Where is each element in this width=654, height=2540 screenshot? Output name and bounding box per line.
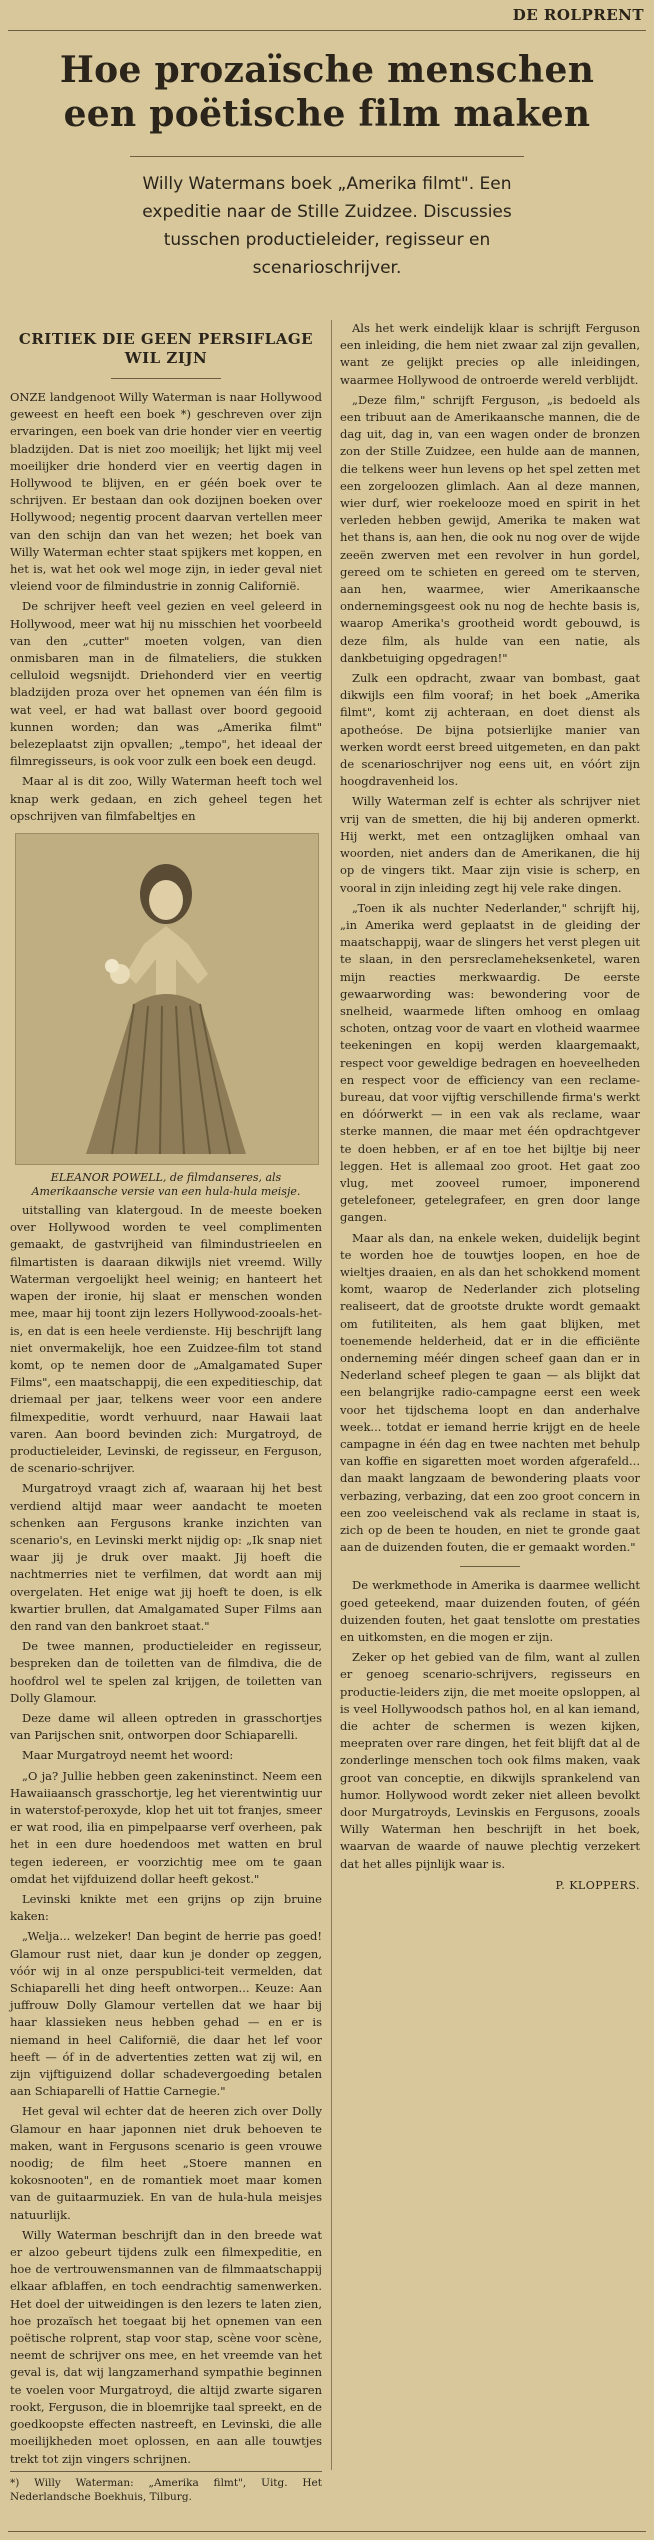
paragraph: Als het werk eindelijk klaar is schrijft Ferguson een inleiding, die hem niet zwaar zal zijn gevallen, want ze gelijkt precies op alle inleidingen, waarmee Hollywood de ontroerde wereld verblijdt. (340, 321, 640, 387)
paragraph: „O ja? Jullie hebben geen zakeninstinct. Neem een Hawaiiaansch grasschortje, leg het vierentwintig uur in waterstof-peroxyde, klop het uit tot franjes, smeer er wat rood, ilia en pimpelpaarse verf overheen, pak het in een dure hoedendoos met watten en brul tegen iedereen, er voorzichtig mee om te gaan omdat het vijfduizend dollar heeft gekost." (10, 1768, 322, 1886)
column-divider (331, 320, 332, 2470)
right-column (340, 320, 640, 1894)
subhead: CRITIEK DIE GEEN PERSIFLAGE WIL ZIJN (18, 330, 314, 367)
footnote: *) Willy Waterman: „Amerika filmt", Uitg. Het Nederlandsche Boekhuis, Tilburg. (10, 2471, 322, 2504)
paragraph: „Deze film," schrijft Ferguson, „is bedoeld als een tribuut aan de Amerikaansche mannen, die de dag uit, dag in, van een wagen onder de bronzen zon der Stille Zuidzee, een hulde aan de mannen, die telkens weer hun levens op het spel zetten met een zorgeloozen glimlach. Aan al deze mannen, wier durf, wier roekelooze moed en spirit in het verleden hebben gewijd, Amerika te maken wat het thans is, aan hen, die ook nu nog over de wijde zeeën zwerven met een revolver in hun gordel, gereed om te schieten en gereed om te sterven, aan hen, waarmee, wier Amerikaansche ondernemingsgeest ook nu nog de hechte basis is, waarop Amerika's grootheid wordt gebouwd, is deze film, als hulde van een natie, als dankbetuiging opgedragen!" (340, 392, 640, 665)
paragraph: De werkmethode in Amerika is daarmee wellicht goed geteekend, maar duizenden fouten, of géén duizenden fouten, het gaat tenslotte om prestaties en uitkomsten, en die mogen er zijn. (340, 1578, 640, 1645)
photo-caption: ELEANOR POWELL, de filmdanseres, als Amerikaansche versie van een hula-hula meisje. (31, 1171, 301, 1199)
paragraph: Levinski knikte met een grijns op zijn bruine kaken: (10, 1892, 322, 1924)
dancer-silhouette-icon (16, 834, 318, 1164)
paragraph: Zeker op het gebied van de film, want al zullen er genoeg scenario-schrijvers, regisseurs en productie-leiders zijn, die met moeite opsloppen, al is veel Hollywoodsch pathos hol, en al kan iemand, die achter de schermen is wezen kijken, meepraten over rare dingen, het feit blijft dat al de zonderlinge menschen toch ook films maken, vaak groot van conceptie, en dikwijls sprankelend van humor. Hollywood wordt zeker niet alleen bevolkt door Murgatroyds, Levinskis en Fergusons, zooals Willy Waterman hen beschrijft in het boek, waarvan de waarde of nauwe plechtig verzekert dat het alles pijnlijk waar is. (340, 1650, 640, 1871)
paragraph: Maar Murgatroyd neemt het woord: (22, 1748, 234, 1763)
paragraph: ONZE landgenoot Willy Waterman is naar Hollywood geweest en heeft een boek *) geschreven over zijn ervaringen, een boek van drie honder vier en veertig bladzijden. Dat is niet zoo moeilijk; het lijkt mij veel moeilijker drie honderd vier en veertig dagen in Hollywood te blijven, en er géén boek over te schrijven. Er bestaan dan ook dozijnen boeken over Hollywood; negentig procent daarvan vertellen meer van den schijn dan van het wezen; het boek van Willy Waterman echter staat spijkers met koppen, en het is, wat het ook wel moge zijn, in ieder geval niet vleiend voor de filmindustrie in zonnig Californië. (10, 390, 322, 594)
author-signature: P. KLOPPERS. (555, 1878, 640, 1892)
top-rule (8, 30, 646, 31)
left-column (10, 330, 322, 2507)
paragraph: De twee mannen, productieleider en regisseur, bespreken dan de toiletten van de filmdiva, die de hoofdrol wel te spelen zal krijgen, de toiletten van Dolly Glamour. (10, 1639, 322, 1705)
paragraph: Willy Waterman beschrijft dan in den breede wat er alzoo gebeurt tijdens zulk een filmexpeditie, en hoe de vertrouwensmannen van de filmmaatschappij elkaar afblaffen, en toch eendrachtig samenwerken. Het doel der uitweidingen is den lezers te laten zien, hoe prozaïsch het toegaat bij het opnemen van een poëtische rolprent, stap voor stap, scène voor scène, neemt de schrijver ons mee, en het vreemde van het geval is, dat wij langzamerhand sympathie beginnen te voelen voor Murgatroyd, die altijd zwarte sigaren rookt, Ferguson, die in bloemrijke taal spreekt, en de goedkoopste effecten nastreeft, en Levinski, die alle moeilijkheden moet oplossen, en aan alle touwtjes trekt tot zijn vingers schrijnen. (10, 2227, 322, 2466)
deck-rule (130, 156, 524, 157)
paragraph: Maar al is dit zoo, Willy Waterman heeft toch wel knap werk gedaan, en zich geheel tegen het opschrijven van filmfabeltjes en (10, 774, 322, 823)
deck: Willy Watermans boek „Amerika filmt". Een expeditie naar de Stille Zuidzee. Discussies tusschen productieleider, regisseur en scenarioschrijver. (142, 174, 512, 278)
subhead-rule (111, 378, 221, 379)
eleanor-powell-photo (15, 833, 319, 1165)
paragraph: uitstalling van klatergoud. In de meeste boeken over Hollywood worden te veel complimenten gemaakt, de gastvrijheid van filmindustrieelen en filmartisten is daaraan dikwijls niet vreemd. Willy Waterman vergoelijkt heel weinig; en hanteert het wapen der ironie, hij slaat er menschen wonden mee, maar hij toont zijn lezers Hollywood-zooals-het-is, en dat is een heele verdienste. Hij beschrijft lang niet onvermakelijk, hoe een Zuidzee-film tot stand komt, op te nemen door de „Amalgamated Super Films", een maatschappij, die een expeditieschip, dat driemaal per jaar, telkens weer voor een andere filmexpeditie, wordt verhuurd, naar Hawaii laat varen. Aan boord bevinden zich: Murgatroyd, de productieleider, Levinski, de regisseur, en Ferguson, de scenario-schrijver. (10, 1203, 322, 1476)
paragraph: Murgatroyd vraagt zich af, waaraan hij het best verdiend altijd maar weer aandacht te moeten schenken aan Fergusons kranke inzichten van scenario's, en Levinski merkt nijdig op: „Ik snap niet waar jij je druk over maakt. Jij hoeft die nachtmerries niet te verfilmen, dat wordt aan mij overgelaten. Het enige wat jij hoeft te doen, is elk kwartier brullen, dat Amalgamated Super Films aan den rand van den bankroet staat." (10, 1481, 322, 1633)
headline: Hoe prozaïsche menschen een poëtische film maken (59, 49, 595, 135)
paragraph: Het geval wil echter dat de heeren zich over Dolly Glamour en haar japonnen niet druk behoeven te maken, want in Fergusons scenario is geen vrouwe noodig; de film heet „Stoere mannen en kokosnooten", en de romantiek moet maar komen van de guitaarmuziek. En van de hula-hula meisjes natuurlijk. (10, 2104, 322, 2222)
separator-rule (460, 1566, 520, 1567)
paragraph: Deze dame wil alleen optreden in grasschortjes van Parijschen snit, ontworpen door Schiaparelli. (10, 1710, 322, 1743)
paragraph: Willy Waterman zelf is echter als schrijver niet vrij van de smetten, die hij bij anderen opmerkt. Hij werkt, met een ontzaglijken omhaal van woorden, niet anders dan de Amerikanen, die hij op de vingers tikt. Maar zijn visie is scherp, en vooral in zijn inleiding zegt hij vele rake dingen. (340, 794, 640, 895)
paragraph: „Toen ik als nuchter Nederlander," schrijft hij, „in Amerika werd geplaatst in de gleiding der maatschappij, waar de slingers het verst plegen uit te slaan, in den persreclameheksenketel, waren mijn reacties merkwaardig. De eerste gewaarwording was: bewondering voor de snelheid, waarmede liften omhoog en omlaag schoten, ontzag voor de vaart en vlotheid waarmee teekeningen en kopij werden klaargemaakt, respect voor geweldige bedragen en hoeveelheden en respect voor de efficiency van een reclame-bureau, dat voor vijftig verschillende firma's werkt en dóórwerkt — in een vak als reclame, waar sterke mannen, die maar met één opdrachtgever te doen hebben, er af en toe het bijltje bij neer leggen. Het is allemaal zoo groot. Het gaat zoo vlug, met zooveel rumoer, imponerend getelefoneer, getelegrafeer, en gren door lange gangen. (340, 900, 640, 1225)
section-label: DE ROLPRENT (512, 6, 644, 24)
paragraph: „Welja... welzeker! Dan begint de herrie pas goed! Glamour rust niet, daar kun je donder op zeggen, vóór wij in al onze perspublici-teit vermelden, dat Schiaparelli het ding heeft ontworpen... Keuze: Aan juffrouw Dolly Glamour vertellen dat we haar bij haar klassieken neus hebben gehad — en er is niemand in heel Californië, die daar het lef voor heeft — óf in de advertenties zetten wat zij wil, en zijn vijftiguizend dollar schadevergoeding betalen aan Schiaparelli of Hattie Carnegie." (10, 1929, 322, 2099)
paragraph: Zulk een opdracht, zwaar van bombast, gaat dikwijls een film vooraf; in het boek „Amerika filmt", komt zij achteraan, en doet dienst als apotheóse. De bijna potsierlijke manier van werken wordt eerst breed uitgemeten, en dan pakt de scenarioschrijver nog eens uit, en vóórt zijn hoogdravenheid los. (340, 671, 640, 789)
paragraph: De schrijver heeft veel gezien en veel geleerd in Hollywood, meer wat hij nu misschien het voorbeeld van den „cutter" moeten volgen, van dien onmisbaren man in de filmateliers, die stukken celluloid wegsnijdt. Driehonderd vier en veertig bladzijden proza over het opnemen van één film is wat veel, er had wat ballast over boord gegooid kunnen worden; dan was „Amerika filmt" belezeplaatst zijn opvallen; „tempo", het ideaal der filmregisseurs, is ook voor zulk een boek een deugd. (10, 599, 322, 769)
paragraph: Maar als dan, na enkele weken, duidelijk begint te worden hoe de touwtjes loopen, en hoe de wieltjes draaien, en als dan het schokkend moment komt, waarop de Nederlander zich plotseling realiseert, dat de grootste drukte wordt gemaakt om futiliteiten, als hem gaat blijken, met toenemende helderheid, dat er in die efficiënte onderneming méér dingen scheef gaan dan er in Nederland scheef plegen te gaan — als blijkt dat een belangrijke radio-campagne eerst een week voor het tijdschema loopt en dan anderhalve week... totdat er iemand herrie krijgt en de heele campagne in één dag en twee nachten met behulp van koffie en sigaretten moet worden afgerafeld... dan maakt langzaam de bewondering plaats voor verbazing, verbazing, dat een zoo groot concern in een zoo veeleischend vak als reclame in staat is, zich op de been te houden, en niet te gronde gaat aan de duizenden fouten, die er gemaakt worden." (340, 1230, 640, 1555)
bottom-rule (8, 2531, 646, 2532)
